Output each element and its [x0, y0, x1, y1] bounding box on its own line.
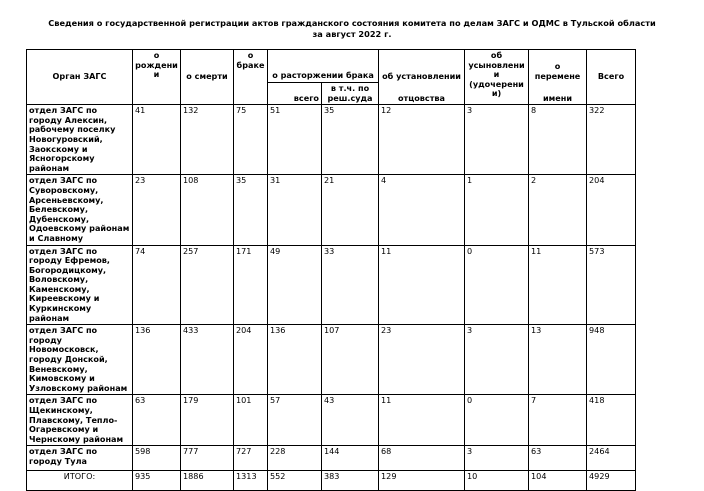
divorce-total-cell: 57 — [268, 395, 322, 446]
divorce-court-cell: 21 — [322, 175, 379, 245]
header-paternity-bottom: отцовства — [379, 83, 465, 105]
paternity-cell: 11 — [379, 245, 465, 325]
total-cell: 322 — [587, 105, 636, 175]
namechange-cell: 7 — [529, 395, 587, 446]
divorce-total-cell: 136 — [268, 325, 322, 395]
deaths-cell: 257 — [181, 245, 234, 325]
births-cell: 63 — [133, 395, 181, 446]
header-row-1 — [27, 50, 636, 83]
paternity-cell: 4 — [379, 175, 465, 245]
divorce-total-cell: 228 — [268, 446, 322, 471]
office-name: отдел ЗАГС по городу Тула — [27, 446, 133, 471]
paternity-total-cell: 129 — [379, 471, 465, 491]
divorce-court-sum-cell: 383 — [322, 471, 379, 491]
deaths-cell: 433 — [181, 325, 234, 395]
adoption-cell: 0 — [465, 395, 529, 446]
births-total-cell: 935 — [133, 471, 181, 491]
title-line-2: за август 2022 г. — [312, 29, 392, 39]
totals-label: ИТОГО: — [27, 471, 133, 491]
total-cell: 418 — [587, 395, 636, 446]
paternity-cell: 23 — [379, 325, 465, 395]
total-cell: 2464 — [587, 446, 636, 471]
header-adoption: об усыновлении (удочерении) — [465, 50, 529, 105]
marriage-cell: 727 — [234, 446, 268, 471]
namechange-cell: 8 — [529, 105, 587, 175]
divorce-court-cell: 35 — [322, 105, 379, 175]
births-cell: 23 — [133, 175, 181, 245]
registration-table — [26, 49, 636, 491]
marriage-total-cell: 1313 — [234, 471, 268, 491]
divorce-court-cell: 43 — [322, 395, 379, 446]
adoption-cell: 1 — [465, 175, 529, 245]
births-cell: 41 — [133, 105, 181, 175]
paternity-cell: 68 — [379, 446, 465, 471]
table-row — [27, 446, 636, 471]
adoption-cell: 3 — [465, 446, 529, 471]
births-cell: 136 — [133, 325, 181, 395]
deaths-cell: 132 — [181, 105, 234, 175]
office-name: отдел ЗАГС по городу Ефремов, Богородицкому, Воловскому, Каменскому, Киреевскому и Куркинскому районам — [27, 245, 133, 325]
adoption-cell: 3 — [465, 325, 529, 395]
header-deaths: о смерти — [181, 50, 234, 105]
paternity-cell: 12 — [379, 105, 465, 175]
header-total: Всего — [587, 50, 636, 105]
paternity-cell: 11 — [379, 395, 465, 446]
header-paternity-top: об установлении — [379, 50, 465, 83]
table-row — [27, 105, 636, 175]
namechange-cell: 13 — [529, 325, 587, 395]
grand-total-cell: 4929 — [587, 471, 636, 491]
deaths-cell: 108 — [181, 175, 234, 245]
office-name: отдел ЗАГС по Щекинскому, Плавскому, Тепло-Огаревскому и Чернскому районам — [27, 395, 133, 446]
namechange-cell: 63 — [529, 446, 587, 471]
header-births: о рождении — [133, 50, 181, 105]
total-cell: 204 — [587, 175, 636, 245]
divorce-total-cell: 31 — [268, 175, 322, 245]
adoption-total-cell: 10 — [465, 471, 529, 491]
document-title — [0, 18, 704, 40]
marriage-cell: 75 — [234, 105, 268, 175]
adoption-cell: 0 — [465, 245, 529, 325]
divorce-total-cell: 49 — [268, 245, 322, 325]
totals-row — [27, 471, 636, 491]
header-organ: Орган ЗАГС — [27, 50, 133, 105]
divorce-court-cell: 144 — [322, 446, 379, 471]
table-row — [27, 245, 636, 325]
table-row — [27, 325, 636, 395]
births-cell: 598 — [133, 446, 181, 471]
title-line-1: Сведения о государственной регистрации актов гражданского состояния комитета по делам ЗАГС и ОДМС в Тульской области — [48, 18, 656, 28]
table-row — [27, 175, 636, 245]
marriage-cell: 101 — [234, 395, 268, 446]
namechange-total-cell: 104 — [529, 471, 587, 491]
header-namechange-bottom: имени — [529, 83, 587, 105]
divorce-court-cell: 107 — [322, 325, 379, 395]
table-row — [27, 395, 636, 446]
marriage-cell: 171 — [234, 245, 268, 325]
header-divorce-court: в т.ч. по реш.суда — [322, 83, 379, 105]
header-divorce: о расторжении брака — [268, 50, 379, 83]
total-cell: 948 — [587, 325, 636, 395]
divorce-total-cell: 51 — [268, 105, 322, 175]
total-cell: 573 — [587, 245, 636, 325]
office-name: отдел ЗАГС по городу Алексин, рабочему поселку Новогуровский, Заокскому и Ясногорскому районам — [27, 105, 133, 175]
namechange-cell: 2 — [529, 175, 587, 245]
deaths-cell: 777 — [181, 446, 234, 471]
births-cell: 74 — [133, 245, 181, 325]
office-name: отдел ЗАГС по городу Новомосковск, городу Донской, Веневскому, Кимовскому и Узловскому районам — [27, 325, 133, 395]
header-divorce-total: всего — [268, 83, 322, 105]
header-namechange-top: о перемене — [529, 50, 587, 83]
deaths-cell: 179 — [181, 395, 234, 446]
office-name: отдел ЗАГС по Суворовскому, Арсеньевскому, Белевскому, Дубенскому, Одоевскому районам и Славному — [27, 175, 133, 245]
deaths-total-cell: 1886 — [181, 471, 234, 491]
marriage-cell: 204 — [234, 325, 268, 395]
header-marriage: о браке — [234, 50, 268, 105]
divorce-total-sum-cell: 552 — [268, 471, 322, 491]
adoption-cell: 3 — [465, 105, 529, 175]
marriage-cell: 35 — [234, 175, 268, 245]
namechange-cell: 11 — [529, 245, 587, 325]
divorce-court-cell: 33 — [322, 245, 379, 325]
